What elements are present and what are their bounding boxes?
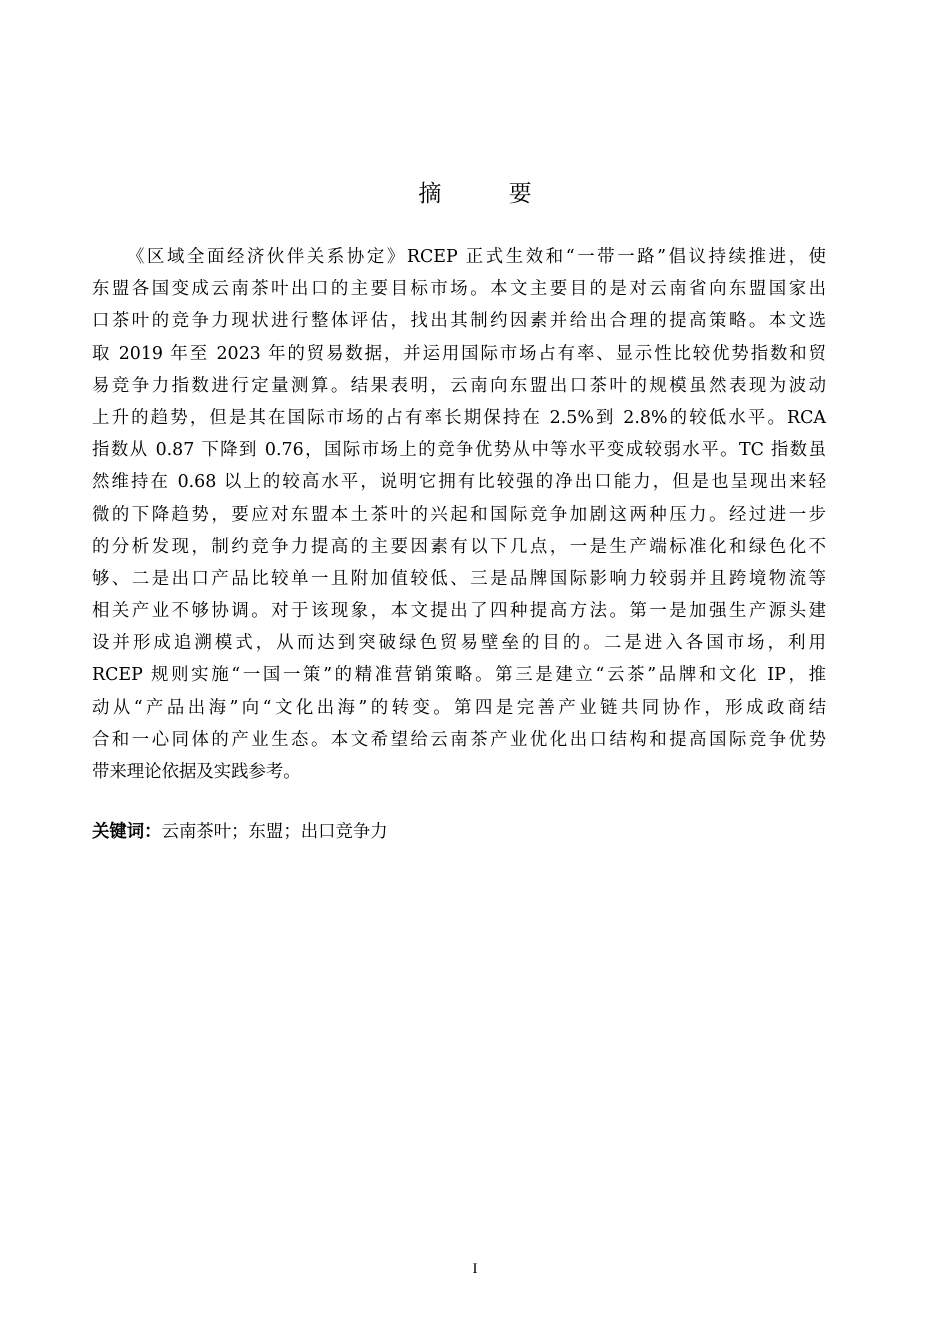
abstract-line: 合和一心同体的产业生态。本文希望给云南茶产业优化出口结构和提高国际竞争优势 (92, 729, 826, 750)
abstract-body (92, 241, 826, 788)
abstract-line: RCEP 规则实施“一国一策”的精准营销策略。第三是建立“云茶”品牌和文化 IP，推 (92, 665, 826, 686)
abstract-line: 然维持在 0.68 以上的较高水平，说明它拥有比较强的净出口能力，但是也呈现出来轻 (92, 472, 826, 493)
keywords (92, 818, 388, 846)
abstract-line: 动从“产品出海”向“文化出海”的转变。第四是完善产业链共同协作，形成政商结 (92, 697, 826, 718)
keywords-value: 云南茶叶；东盟；出口竞争力 (161, 822, 388, 842)
abstract-line: 口茶叶的竞争力现状进行整体评估，找出其制约因素并给出合理的提高策略。本文选 (92, 311, 826, 332)
abstract-line: 取 2019 年至 2023 年的贸易数据，并运用国际市场占有率、显示性比较优势指数和贸 (92, 343, 826, 364)
abstract-line: 指数从 0.87 下降到 0.76，国际市场上的竞争优势从中等水平变成较弱水平。TC 指数虽 (92, 440, 826, 461)
abstract-line: 上升的趋势，但是其在国际市场的占有率长期保持在 2.5%到 2.8%的较低水平。RCA (92, 407, 826, 428)
abstract-line: 《区域全面经济伙伴关系协定》RCEP 正式生效和“一带一路”倡议持续推进，使 (127, 247, 826, 267)
abstract-line: 东盟各国变成云南茶叶出口的主要目标市场。本文主要目的是对云南省向东盟国家出 (92, 279, 826, 300)
abstract-line: 设并形成追溯模式，从而达到突破绿色贸易壁垒的目的。二是进入各国市场，利用 (92, 633, 826, 654)
abstract-title: 摘 要 (418, 181, 562, 207)
page-number: I (472, 1261, 478, 1277)
abstract-line: 微的下降趋势，要应对东盟本土茶叶的兴起和国际竞争加剧这两种压力。经过进一步 (92, 504, 826, 525)
abstract-line: 带来理论依据及实践参考。 (92, 762, 301, 782)
keywords-label: 关键词： (92, 822, 162, 842)
abstract-line: 相关产业不够协调。对于该现象，本文提出了四种提高方法。第一是加强生产源头建 (92, 601, 826, 622)
abstract-line: 的分析发现，制约竞争力提高的主要因素有以下几点，一是生产端标准化和绿色化不 (92, 536, 826, 557)
abstract-line: 够、二是出口产品比较单一且附加值较低、三是品牌国际影响力较弱并且跨境物流等 (92, 568, 826, 589)
abstract-line: 易竞争力指数进行定量测算。结果表明，云南向东盟出口茶叶的规模虽然表现为波动 (92, 375, 826, 396)
